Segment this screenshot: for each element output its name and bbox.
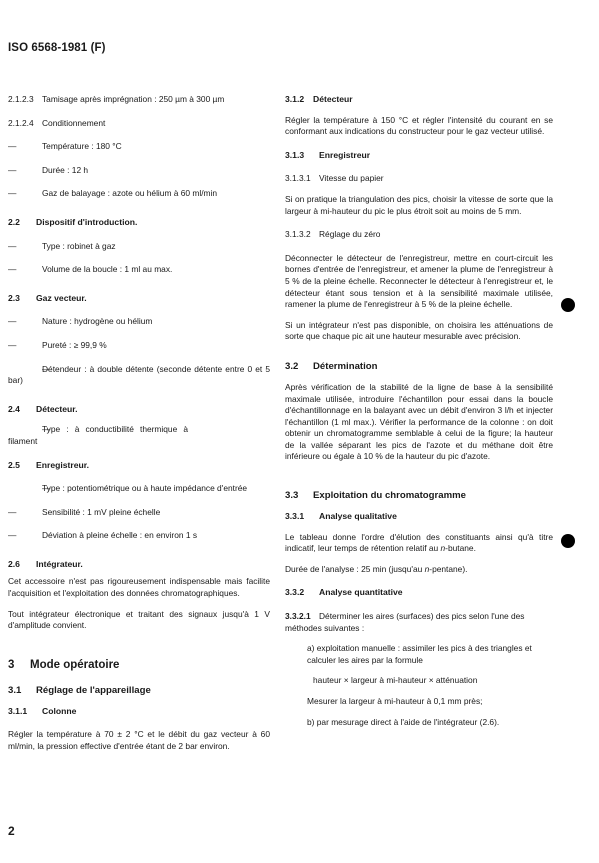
paragraph: Régler la température à 70 ± 2 °C et le débit du gaz vecteur à 60 ml/min, la pression effective d'entrée étant de 2 bar environ. xyxy=(8,729,270,752)
section-2-3-heading xyxy=(8,293,270,305)
section-number: 2.5 xyxy=(8,459,20,470)
section-title: Colonne xyxy=(42,705,77,716)
right-column xyxy=(285,94,553,728)
section-2-4-heading xyxy=(8,404,270,416)
document-header: ISO 6568-1981 (F) xyxy=(8,42,106,54)
section-title: Détecteur. xyxy=(36,403,78,414)
section-number: 2.4 xyxy=(8,403,20,414)
section-2-1-2-3 xyxy=(8,94,270,106)
list-item: — Type : potentiométrique ou à haute impédance d'entrée xyxy=(8,483,270,495)
list-item: — Détendeur : à double détente (seconde détente entre 0 et 5 bar) xyxy=(8,364,270,387)
section-number: 2.3 xyxy=(8,292,20,303)
section-number: 2.2 xyxy=(8,216,20,227)
list-item: — Déviation à pleine échelle : en environ 1 s xyxy=(8,530,270,542)
text-run: Le tableau donne l'ordre d'élution des constituants ainsi qu'à titre indicatif, leur temps de rétention relatif au xyxy=(285,531,553,554)
section-number: 3.3 xyxy=(285,490,299,502)
section-number: 3.1.3.2 xyxy=(285,229,311,240)
section-3-3-1-heading xyxy=(285,511,553,523)
section-number: 3.3.1 xyxy=(285,511,305,522)
italic-n: n xyxy=(440,543,446,554)
section-3-heading xyxy=(8,658,270,672)
section-title: Enregistreur. xyxy=(36,459,90,470)
paragraph: Mesurer la largeur à mi-hauteur à 0,1 mm près; xyxy=(307,696,483,706)
section-title: Détecteur xyxy=(313,94,353,104)
paragraph: Si un intégrateur n'est pas disponible, on choisira les atténuations de sorte que chaque pic ait une hauteur mesurable avec précision. xyxy=(285,319,553,342)
list-item: — Type : robinet à gaz xyxy=(8,241,270,253)
section-3-1-1-heading xyxy=(8,706,270,718)
section-3-1-heading xyxy=(8,684,270,697)
section-2-1-2-4-heading xyxy=(8,118,270,130)
list-item-b: b) par mesurage direct à l'aide de l'intégrateur (2.6). xyxy=(307,716,500,727)
section-number: 3.1.1 xyxy=(8,705,28,716)
paragraph: Après vérification de la stabilité de la ligne de base à la sensibilité maximale utilisée, introduire l'échantillon pour essai dans la boucle d'échantillonnage en la balayant avec un débit d'environ 3 l/h et injecter l'échantillon (1 ml max.). Vérifier la performance de la colonne : on doit obtenir un chromatogramme semblable à celui de la figure; la hauteur de la vallée séparant les pics de l'azote et du méthane doit être inférieure ou égale à 10 % de la hauteur du pic d'azote. xyxy=(285,381,553,462)
section-number: 3.1.3.1 xyxy=(285,173,311,184)
section-3-3-2-heading xyxy=(285,587,553,599)
section-number: 2.1.2.4 xyxy=(8,117,34,128)
text-run: -butane. xyxy=(445,543,476,554)
section-3-1-3-1-heading xyxy=(285,173,553,185)
list-item: — Température : 180 °C xyxy=(8,141,270,153)
section-title: Détermination xyxy=(313,360,378,372)
paragraph: Tout intégrateur électronique et traitant des signaux jusqu'à 1 V d'amplitude convient. xyxy=(8,608,270,631)
list-item-a: a) exploitation manuelle : assimiler les pics à des triangles et calculer les aires par la formule xyxy=(307,643,532,665)
left-column xyxy=(8,94,270,753)
section-2-2-heading xyxy=(8,217,270,229)
section-2-6-heading xyxy=(8,559,270,571)
paragraph: Si on pratique la triangulation des pics, choisir la vitesse de sorte que la largeur à mi-hauteur du pic le plus étroit soit au moins de 5 mm. xyxy=(285,193,553,216)
formula: hauteur × largeur à mi-hauteur × atténuation xyxy=(313,675,478,686)
section-title: Vitesse du papier xyxy=(319,173,384,184)
section-3-1-3-2-heading xyxy=(285,229,553,241)
list-item: — Durée : 12 h xyxy=(8,165,270,177)
section-3-1-2-heading xyxy=(285,94,553,106)
paragraph: Régler la température à 150 °C et régler l'intensité du courant en se conformant aux indications du constructeur pour le gaz vecteur utilisé. xyxy=(285,114,553,137)
section-text: Tamisage après imprégnation : 250 µm à 300 µm xyxy=(42,94,225,104)
section-number: 3.1.3 xyxy=(285,149,305,160)
paragraph: Cet accessoire n'est pas rigoureusement indispensable mais facilite l'acquisition et l'exploitation des données chromatographiques. xyxy=(8,576,270,599)
section-title: Réglage du zéro xyxy=(319,229,381,240)
paragraph xyxy=(285,532,553,555)
section-title: Mode opératoire xyxy=(30,658,120,671)
section-number: 3.1.2 xyxy=(285,94,305,104)
list-item: — Sensibilité : 1 mV pleine échelle xyxy=(8,507,270,519)
section-3-3-heading xyxy=(285,489,553,502)
section-title: Intégrateur. xyxy=(36,558,83,569)
section-title: Analyse qualitative xyxy=(319,511,397,522)
section-3-1-3-heading xyxy=(285,150,553,162)
punch-hole-mark xyxy=(561,298,575,312)
paragraph xyxy=(285,611,553,634)
punch-hole-mark xyxy=(561,534,575,548)
section-title: Exploitation du chromatogramme xyxy=(313,490,466,502)
list-item: — Gaz de balayage : azote ou hélium à 60 ml/min xyxy=(8,188,270,200)
list-item: — Volume de la boucle : 1 ml au max. xyxy=(8,264,270,276)
list-item: — Type : à conductibilité thermique à filament xyxy=(8,424,188,447)
italic-n: n xyxy=(424,563,430,574)
section-title: Enregistreur xyxy=(319,149,371,160)
section-title: Dispositif d'introduction. xyxy=(36,216,138,227)
section-number: 3.3.2 xyxy=(285,587,305,598)
paragraph xyxy=(285,564,553,576)
section-number: 3 xyxy=(8,658,15,671)
list-item: — Nature : hydrogène ou hélium xyxy=(8,316,270,328)
section-2-5-heading xyxy=(8,460,270,472)
list-item: — Pureté : ≥ 99,9 % xyxy=(8,340,270,352)
section-3-2-heading xyxy=(285,360,553,373)
section-number: 2.6 xyxy=(8,558,20,569)
section-title: Gaz vecteur. xyxy=(36,292,87,303)
text-run: Durée de l'analyse : 25 min (jusqu'au xyxy=(285,563,425,574)
paragraph: Déconnecter le détecteur de l'enregistreur, mettre en court-circuit les bornes d'entrée de l'enregistreur, et amener la plume de l'enregistreur à 5 % de la pleine échelle. Reconnecter le détecteur à l'enregistreur et, le détecteur étant sous tension et à la sensibilité maximale utilisée, ramener la plume de l'enregistreur à 5 % de la pleine échelle. xyxy=(285,252,553,310)
section-number: 3.1 xyxy=(8,684,22,696)
page-number: 2 xyxy=(8,824,15,838)
section-text: Déterminer les aires (surfaces) des pics selon l'une des méthodes suivantes : xyxy=(285,611,525,633)
section-title: Analyse quantitative xyxy=(319,587,403,598)
section-title: Réglage de l'appareillage xyxy=(36,684,151,696)
section-number: 3.2 xyxy=(285,360,299,372)
section-number: 3.3.2.1 xyxy=(285,611,311,622)
text-run: -pentane). xyxy=(429,563,468,574)
section-number: 2.1.2.3 xyxy=(8,94,34,104)
section-title: Conditionnement xyxy=(42,117,106,128)
